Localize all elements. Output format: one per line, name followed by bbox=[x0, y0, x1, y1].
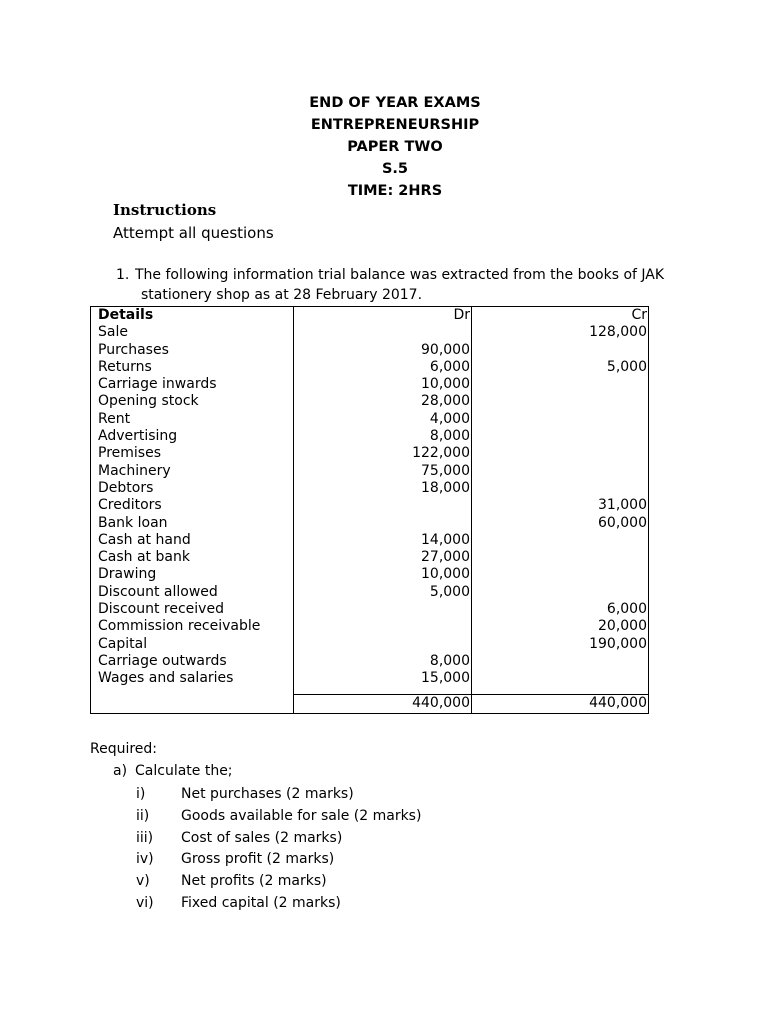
item-text: Gross profit (2 marks) bbox=[181, 851, 335, 868]
row-dr: 10,000 bbox=[294, 566, 472, 583]
row-details: Carriage inwards bbox=[91, 376, 294, 393]
row-dr: 6,000 bbox=[294, 359, 472, 376]
table-row bbox=[91, 636, 649, 653]
item-numeral: i) bbox=[136, 786, 146, 802]
row-dr: 75,000 bbox=[294, 463, 472, 480]
row-details: Wages and salaries bbox=[91, 670, 294, 690]
row-details: Premises bbox=[91, 445, 294, 462]
row-dr: 8,000 bbox=[294, 428, 472, 445]
table-row bbox=[91, 618, 649, 635]
row-dr: 122,000 bbox=[294, 445, 472, 462]
row-details: Opening stock bbox=[91, 393, 294, 410]
row-cr: 60,000 bbox=[472, 515, 649, 532]
header-details: Details bbox=[91, 307, 294, 325]
row-dr: 28,000 bbox=[294, 393, 472, 410]
item-numeral: v) bbox=[136, 873, 150, 890]
item-numeral: iii) bbox=[136, 829, 154, 846]
row-cr bbox=[472, 549, 649, 566]
row-dr: 90,000 bbox=[294, 342, 472, 359]
table-row bbox=[91, 324, 649, 341]
row-cr: 5,000 bbox=[472, 359, 649, 376]
table-header-row bbox=[91, 307, 649, 325]
row-cr bbox=[472, 480, 649, 497]
row-cr bbox=[472, 653, 649, 670]
row-details: Cash at bank bbox=[91, 549, 294, 566]
row-details: Creditors bbox=[91, 497, 294, 514]
item-text: Net purchases (2 marks) bbox=[181, 786, 354, 802]
class-title: S.5 bbox=[381, 161, 409, 177]
table-row bbox=[91, 463, 649, 480]
row-details: Debtors bbox=[91, 480, 294, 497]
table-row bbox=[91, 359, 649, 376]
row-details: Returns bbox=[91, 359, 294, 376]
row-dr: 8,000 bbox=[294, 653, 472, 670]
totals-row bbox=[91, 695, 649, 713]
row-cr: 190,000 bbox=[472, 636, 649, 653]
part-a-label: a) bbox=[113, 763, 128, 779]
row-dr: 10,000 bbox=[294, 376, 472, 393]
table-row bbox=[91, 515, 649, 532]
row-dr: 18,000 bbox=[294, 480, 472, 497]
subject-title: ENTREPRENEURSHIP bbox=[310, 117, 480, 133]
table-row bbox=[91, 393, 649, 410]
required-heading: Required: bbox=[90, 741, 158, 757]
item-numeral: ii) bbox=[136, 807, 150, 824]
time-title: TIME: 2HRS bbox=[347, 183, 443, 199]
row-dr bbox=[294, 497, 472, 514]
row-dr: 5,000 bbox=[294, 584, 472, 601]
table-row bbox=[91, 428, 649, 445]
row-dr: 14,000 bbox=[294, 532, 472, 549]
row-dr bbox=[294, 636, 472, 653]
table-row bbox=[91, 549, 649, 566]
row-details: Discount received bbox=[91, 601, 294, 618]
row-cr bbox=[472, 411, 649, 428]
row-cr bbox=[472, 445, 649, 462]
row-cr bbox=[472, 393, 649, 410]
table-row bbox=[91, 480, 649, 497]
row-cr bbox=[472, 342, 649, 359]
row-cr bbox=[472, 532, 649, 549]
row-details: Bank loan bbox=[91, 515, 294, 532]
row-cr bbox=[472, 463, 649, 480]
row-cr: 31,000 bbox=[472, 497, 649, 514]
table-row bbox=[91, 653, 649, 670]
item-text: Goods available for sale (2 marks) bbox=[181, 807, 422, 824]
exam-title: END OF YEAR EXAMS bbox=[309, 95, 481, 111]
row-dr: 27,000 bbox=[294, 549, 472, 566]
table-row bbox=[91, 445, 649, 462]
row-details: Discount allowed bbox=[91, 584, 294, 601]
part-a-text: Calculate the; bbox=[135, 763, 233, 779]
instructions-text: Attempt all questions bbox=[113, 224, 274, 242]
table-row bbox=[91, 670, 649, 690]
table-row bbox=[91, 601, 649, 618]
table-row bbox=[91, 497, 649, 514]
row-details: Commission receivable bbox=[91, 618, 294, 635]
table-row bbox=[91, 411, 649, 428]
item-text: Cost of sales (2 marks) bbox=[181, 829, 343, 846]
row-dr bbox=[294, 601, 472, 618]
instructions-heading: Instructions bbox=[113, 201, 217, 219]
row-dr: 15,000 bbox=[294, 670, 472, 690]
item-numeral: vi) bbox=[136, 894, 154, 911]
item-numeral: iv) bbox=[136, 851, 154, 868]
table-row bbox=[91, 584, 649, 601]
row-details: Cash at hand bbox=[91, 532, 294, 549]
row-cr bbox=[472, 428, 649, 445]
table-row bbox=[91, 342, 649, 359]
total-dr: 440,000 bbox=[294, 695, 472, 713]
row-cr bbox=[472, 670, 649, 690]
table-row bbox=[91, 532, 649, 549]
row-details: Carriage outwards bbox=[91, 653, 294, 670]
row-dr bbox=[294, 324, 472, 341]
row-details: Drawing bbox=[91, 566, 294, 583]
table-row bbox=[91, 566, 649, 583]
row-cr bbox=[472, 584, 649, 601]
total-cr: 440,000 bbox=[472, 695, 649, 713]
item-text: Fixed capital (2 marks) bbox=[181, 894, 341, 911]
row-details: Machinery bbox=[91, 463, 294, 480]
header-cr: Cr bbox=[472, 307, 649, 325]
table-row bbox=[91, 376, 649, 393]
totals-label bbox=[91, 695, 294, 713]
row-details: Rent bbox=[91, 411, 294, 428]
row-details: Advertising bbox=[91, 428, 294, 445]
row-cr: 6,000 bbox=[472, 601, 649, 618]
row-cr: 20,000 bbox=[472, 618, 649, 635]
trial-balance-table bbox=[90, 306, 649, 714]
row-dr bbox=[294, 618, 472, 635]
question-text-line2: stationery shop as at 28 February 2017. bbox=[141, 287, 423, 303]
row-details: Sale bbox=[91, 324, 294, 341]
header-dr: Dr bbox=[294, 307, 472, 325]
question-number: 1. bbox=[116, 267, 130, 283]
row-details: Purchases bbox=[91, 342, 294, 359]
question-text-line1: The following information trial balance was extracted from the books of JAK bbox=[135, 267, 665, 283]
paper-title: PAPER TWO bbox=[347, 139, 443, 155]
row-cr bbox=[472, 376, 649, 393]
row-dr: 4,000 bbox=[294, 411, 472, 428]
row-details: Capital bbox=[91, 636, 294, 653]
exam-header bbox=[0, 92, 768, 202]
row-cr bbox=[472, 566, 649, 583]
item-text: Net profits (2 marks) bbox=[181, 873, 327, 890]
row-cr: 128,000 bbox=[472, 324, 649, 341]
row-dr bbox=[294, 515, 472, 532]
